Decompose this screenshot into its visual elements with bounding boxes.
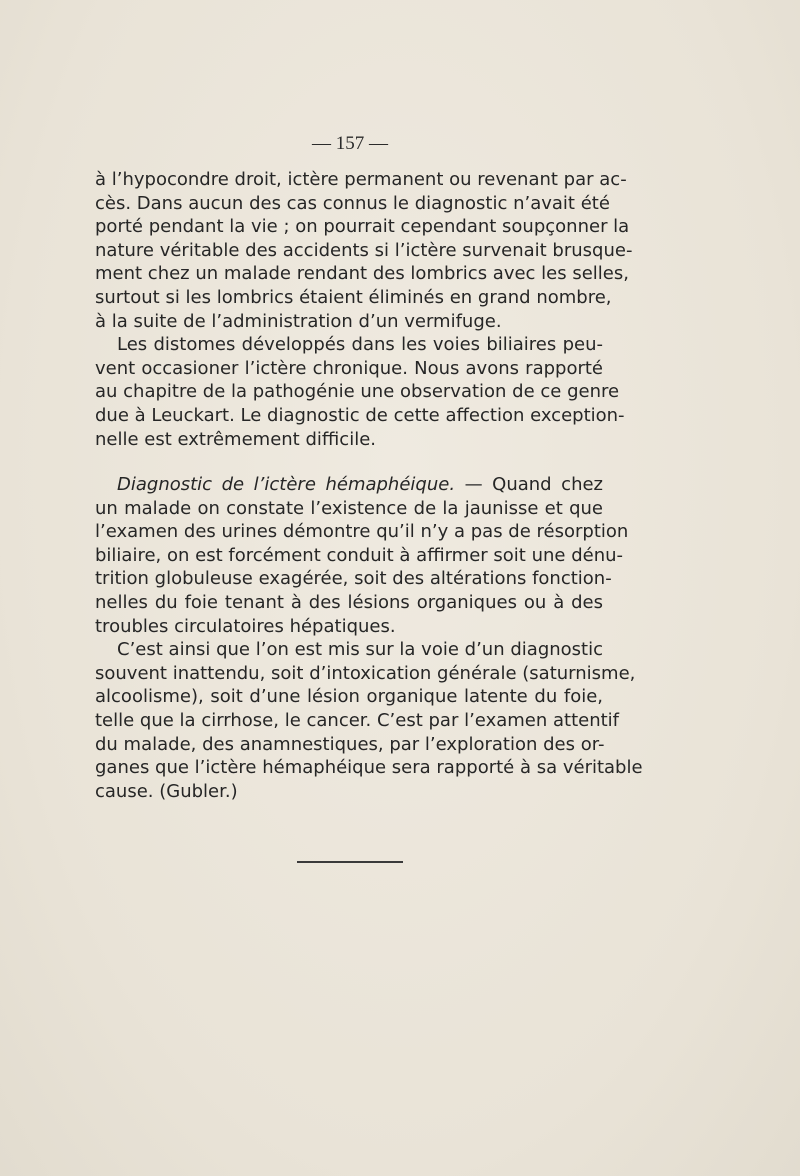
text-line: alcoolisme), soit d’une lésion organique latente du foie, — [95, 686, 603, 708]
text-line: cès. Dans aucun des cas connus le diagnostic n’avait été — [95, 192, 610, 214]
text-line: trition globuleuse exagérée, soit des altérations fonction- — [95, 568, 612, 590]
text-line: vent occasioner l’ictère chronique. Nous avons rapporté — [95, 357, 603, 379]
text-line: ment chez un malade rendant des lombrics avec les selles, — [95, 263, 629, 285]
heading-line-rest: — Quand chez — [455, 474, 603, 495]
text-line: cause. (Gubler.) — [95, 780, 238, 802]
text-line: telle que la cirrhose, le cancer. C’est par l’examen attentif — [95, 709, 620, 731]
text-line: troubles circulatoires hépatiques. — [95, 615, 396, 637]
text-line: souvent inattendu, soit d’intoxication générale (saturnisme, — [95, 662, 636, 684]
text-line: biliaire, on est forcément conduit à affirmer soit une dénu- — [95, 544, 624, 566]
text-line: l’examen des urines démontre qu’il n’y a pas de résorption — [95, 521, 629, 543]
section-heading: Diagnostic de l’ictère hémaphéique. — [117, 474, 456, 495]
paragraph-block-2 — [95, 473, 643, 803]
text-line: due à Leuckart. Le diagnostic de cette affection exception- — [95, 404, 625, 426]
text-line: du malade, des anamnestiques, par l’exploration des or- — [95, 733, 605, 755]
text-line: à l’hypocondre droit, ictère permanent ou revenant par ac- — [95, 169, 627, 190]
text-line: Les distomes développés dans les voies biliaires peu- — [117, 334, 603, 356]
end-rule-divider — [297, 861, 403, 863]
text-line: un malade on constate l’existence de la jaunisse et que — [95, 497, 603, 519]
text-line: surtout si les lombrics étaient éliminés en grand nombre, — [95, 286, 612, 308]
text-line: au chapitre de la pathogénie une observation de ce genre — [95, 381, 620, 403]
text-line: à la suite de l’administration d’un vermifuge. — [95, 310, 502, 332]
text-line: ganes que l’ictère hémaphéique sera rapporté à sa véritable — [95, 757, 643, 779]
page-number: — 157 — — [312, 133, 388, 154]
text-line: nelle est extrêmement difficile. — [95, 428, 376, 450]
text-line: porté pendant la vie ; on pourrait cependant soupçonner la — [95, 216, 630, 238]
text-line: C’est ainsi que l’on est mis sur la voie d’un diagnostic — [117, 639, 603, 661]
section-heading-line — [95, 473, 603, 497]
text-line: nature véritable des accidents si l’ictère survenait brusque- — [95, 239, 633, 261]
text-line: nelles du foie tenant à des lésions organiques ou à des — [95, 591, 603, 613]
paragraph-block-1 — [95, 168, 633, 451]
